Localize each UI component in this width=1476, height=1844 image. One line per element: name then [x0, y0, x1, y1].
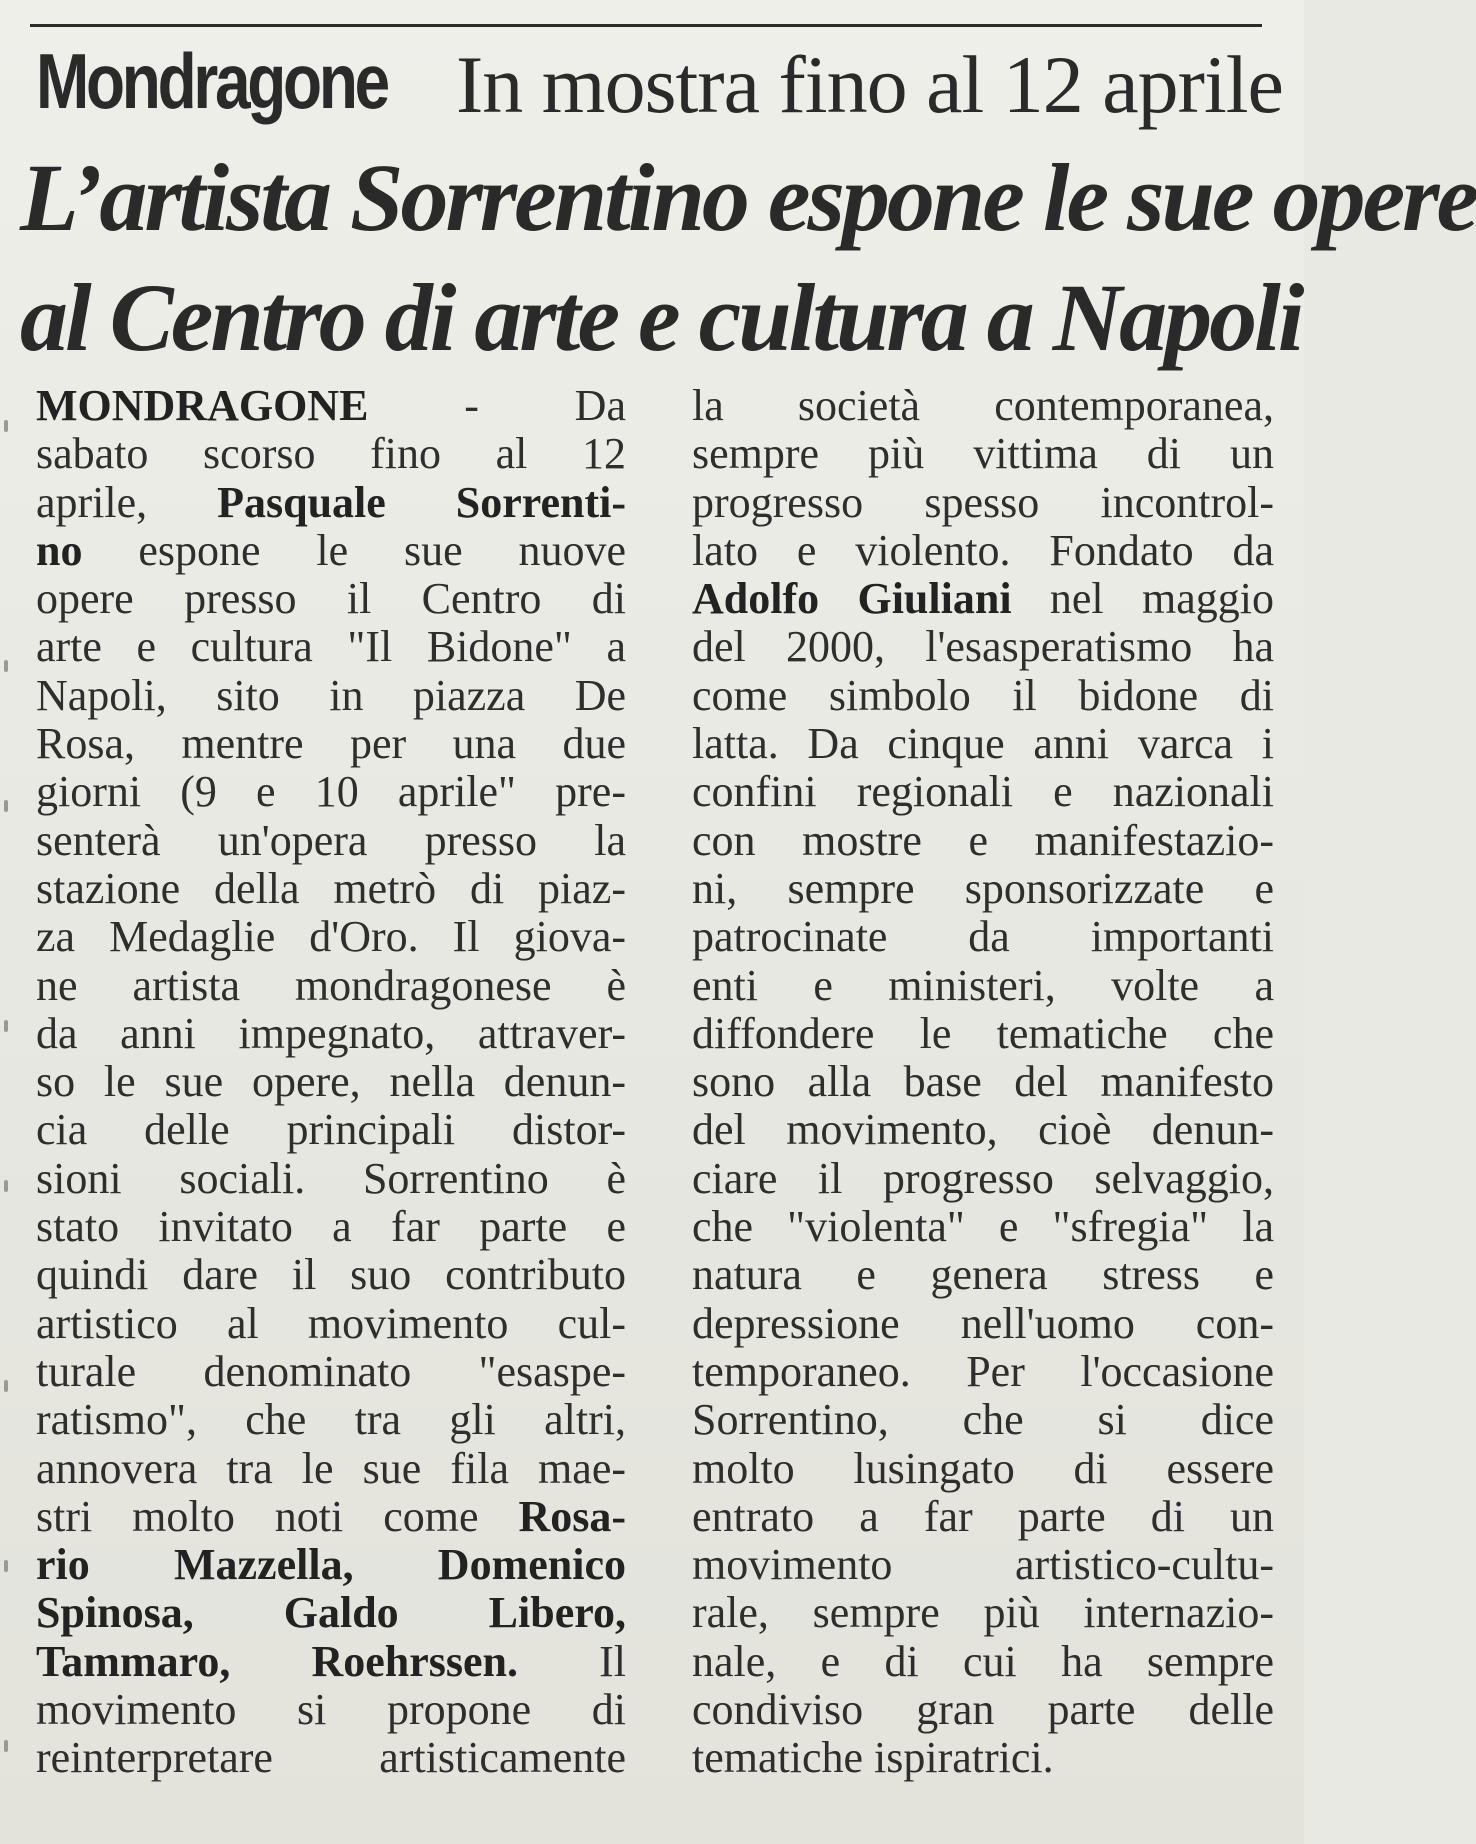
- article-line: [36, 1638, 626, 1686]
- text-run: con mostre e manifestazio-: [692, 815, 1274, 865]
- bold-text: Rosa-: [518, 1491, 626, 1541]
- article-line: [36, 479, 626, 527]
- text-run: sabato scorso fino al 12: [36, 429, 626, 479]
- article-line: [36, 1493, 626, 1541]
- article-line: [36, 817, 626, 865]
- article-line: [36, 1445, 626, 1493]
- article-line: [692, 1203, 1274, 1251]
- bold-text: rio Mazzella, Domenico: [36, 1540, 626, 1590]
- article-line: [692, 768, 1274, 816]
- text-run: confini regionali e nazionali: [692, 767, 1274, 817]
- text-run: del 2000, l'esasperatismo ha: [692, 622, 1274, 672]
- article-line: [36, 1348, 626, 1396]
- text-run: nale, e di cui ha sempre: [692, 1636, 1274, 1686]
- text-run: opere presso il Centro di: [36, 574, 626, 624]
- text-run: sempre più vittima di un: [692, 429, 1274, 479]
- scan-edge-marks: [4, 380, 14, 1780]
- article-line: [692, 430, 1274, 478]
- article-line: [36, 962, 626, 1010]
- text-run: la società contemporanea,: [692, 381, 1274, 430]
- text-run: molto lusingato di essere: [692, 1443, 1274, 1493]
- text-run: - Da: [368, 381, 626, 430]
- article-line: [36, 720, 626, 768]
- article-line: [692, 1251, 1274, 1299]
- article-line: [692, 1106, 1274, 1154]
- article-line: [692, 1541, 1274, 1589]
- text-run: stato invitato a far parte e: [36, 1202, 626, 1252]
- article-line: [692, 913, 1274, 961]
- text-run: Sorrentino, che si dice: [692, 1395, 1274, 1445]
- text-run: latta. Da cinque anni varca i: [692, 719, 1274, 769]
- text-run: che "violenta" e "sfregia" la: [692, 1202, 1274, 1252]
- scan-mark: [4, 1180, 8, 1192]
- bold-text: Spinosa, Galdo Libero,: [36, 1588, 626, 1638]
- headline: [20, 138, 1476, 378]
- text-run: rale, sempre più internazio-: [692, 1588, 1274, 1638]
- text-run: Rosa, mentre per una due: [36, 719, 626, 769]
- scan-mark: [4, 800, 8, 812]
- text-run: depressione nell'uomo con-: [692, 1298, 1274, 1348]
- article-line: [36, 430, 626, 478]
- article-line: [36, 1058, 626, 1106]
- article-line: [692, 1734, 1274, 1782]
- text-run: sioni sociali. Sorrentino è: [36, 1153, 626, 1203]
- text-run: stri molto noti come: [36, 1491, 519, 1541]
- text-run: espone le sue nuove: [82, 525, 626, 575]
- article-line: [692, 865, 1274, 913]
- article-line: [692, 382, 1274, 430]
- text-run: senterà un'opera presso la: [36, 815, 626, 865]
- text-run: enti e ministeri, volte a: [692, 960, 1274, 1010]
- article-column-left: [36, 382, 626, 1783]
- article-line: [692, 623, 1274, 671]
- text-run: Napoli, sito in piazza De: [36, 670, 626, 720]
- article-line: [692, 720, 1274, 768]
- bold-text: Adolfo Giuliani: [692, 574, 1012, 624]
- text-run: ni, sempre sponsorizzate e: [692, 863, 1274, 913]
- text-run: Il: [518, 1636, 626, 1686]
- text-run: cia delle principali distor-: [36, 1105, 626, 1155]
- article-line: [36, 623, 626, 671]
- article-line: [36, 672, 626, 720]
- scan-mark: [4, 1740, 8, 1752]
- article-line: [692, 1058, 1274, 1106]
- article-line: [692, 1493, 1274, 1541]
- article-line: [36, 768, 626, 816]
- article-column-right: [692, 382, 1274, 1783]
- kicker: [36, 36, 1283, 136]
- article-line: [692, 1589, 1274, 1637]
- article-line: [692, 575, 1274, 623]
- article-line: [692, 1396, 1274, 1444]
- article-line: [36, 865, 626, 913]
- article-line: [692, 962, 1274, 1010]
- text-run: movimento artistico-cultu-: [692, 1540, 1274, 1590]
- text-run: entrato a far parte di un: [692, 1491, 1274, 1541]
- text-run: sono alla base del manifesto: [692, 1057, 1274, 1107]
- text-run: stazione della metrò di piaz-: [36, 863, 626, 913]
- article-line: [692, 1010, 1274, 1058]
- text-run: turale denominato "esaspe-: [36, 1346, 626, 1396]
- text-run: quindi dare il suo contributo: [36, 1250, 626, 1300]
- article-line: [692, 1638, 1274, 1686]
- scan-mark: [4, 420, 8, 432]
- headline-line-1: L’artista Sorrentino espone le sue opere: [20, 144, 1476, 251]
- text-run: come simbolo il bidone di: [692, 670, 1274, 720]
- scan-mark: [4, 1380, 8, 1392]
- scan-mark: [4, 1020, 8, 1032]
- article-line: [36, 1541, 626, 1589]
- article-line: [692, 1300, 1274, 1348]
- text-run: artistico al movimento cul-: [36, 1298, 626, 1348]
- article-line: [692, 527, 1274, 575]
- text-run: ne artista mondragonese è: [36, 960, 626, 1010]
- article-line: [692, 1686, 1274, 1734]
- text-run: za Medaglie d'Oro. Il giova-: [36, 912, 626, 962]
- text-run: ciare il progresso selvaggio,: [692, 1153, 1274, 1203]
- text-run: lato e violento. Fondato da: [692, 525, 1274, 575]
- article-line: [692, 672, 1274, 720]
- article-line: [36, 1155, 626, 1203]
- article-line: [692, 1445, 1274, 1493]
- article-line: [36, 1203, 626, 1251]
- article-line: [36, 575, 626, 623]
- text-run: patrocinate da importanti: [692, 912, 1274, 962]
- text-run: tematiche ispiratrici.: [692, 1733, 1054, 1783]
- text-run: arte e cultura "Il Bidone" a: [36, 622, 626, 672]
- text-run: ratismo", che tra gli altri,: [36, 1395, 626, 1445]
- article-line: [36, 527, 626, 575]
- headline-line-2: al Centro di arte e cultura a Napoli: [20, 264, 1302, 371]
- bold-text: MONDRAGONE: [36, 381, 369, 430]
- top-rule: [30, 24, 1262, 27]
- bold-text: Pasquale Sorrenti-: [217, 477, 626, 527]
- article-line: [36, 1106, 626, 1154]
- text-run: temporaneo. Per l'occasione: [692, 1346, 1274, 1396]
- text-run: diffondere le tematiche che: [692, 1008, 1274, 1058]
- article-line: [692, 817, 1274, 865]
- text-run: movimento si propone di: [36, 1685, 626, 1735]
- text-run: condiviso gran parte delle: [692, 1685, 1274, 1735]
- text-run: da anni impegnato, attraver-: [36, 1008, 626, 1058]
- text-run: nel maggio: [1011, 574, 1274, 624]
- bold-text: no: [36, 525, 83, 575]
- scan-mark: [4, 1560, 8, 1572]
- article-line: [692, 1348, 1274, 1396]
- article-line: [36, 913, 626, 961]
- article-line: [692, 479, 1274, 527]
- scan-mark: [4, 660, 8, 672]
- text-run: annovera tra le sue fila mae-: [36, 1443, 626, 1493]
- text-run: natura e genera stress e: [692, 1250, 1274, 1300]
- article-line: [36, 1300, 626, 1348]
- article-line: [36, 1396, 626, 1444]
- article-line: [36, 1010, 626, 1058]
- text-run: del movimento, cioè denun-: [692, 1105, 1274, 1155]
- bold-text: Tammaro, Roehrssen.: [36, 1636, 518, 1686]
- kicker-place: Mondragone: [36, 37, 387, 125]
- text-run: so le sue opere, nella denun-: [36, 1057, 626, 1107]
- kicker-topic: In mostra fino al 12 aprile: [456, 39, 1283, 130]
- article-line: [36, 1686, 626, 1734]
- text-run: progresso spesso incontrol-: [692, 477, 1274, 527]
- text-run: reinterpretare artisticamente: [36, 1733, 626, 1783]
- article-line: [36, 1589, 626, 1637]
- article-line: [36, 1251, 626, 1299]
- article-line: [36, 382, 626, 430]
- article-line: [36, 1734, 626, 1782]
- text-run: aprile,: [36, 477, 218, 527]
- text-run: giorni (9 e 10 aprile" pre-: [36, 767, 626, 817]
- article-line: [692, 1155, 1274, 1203]
